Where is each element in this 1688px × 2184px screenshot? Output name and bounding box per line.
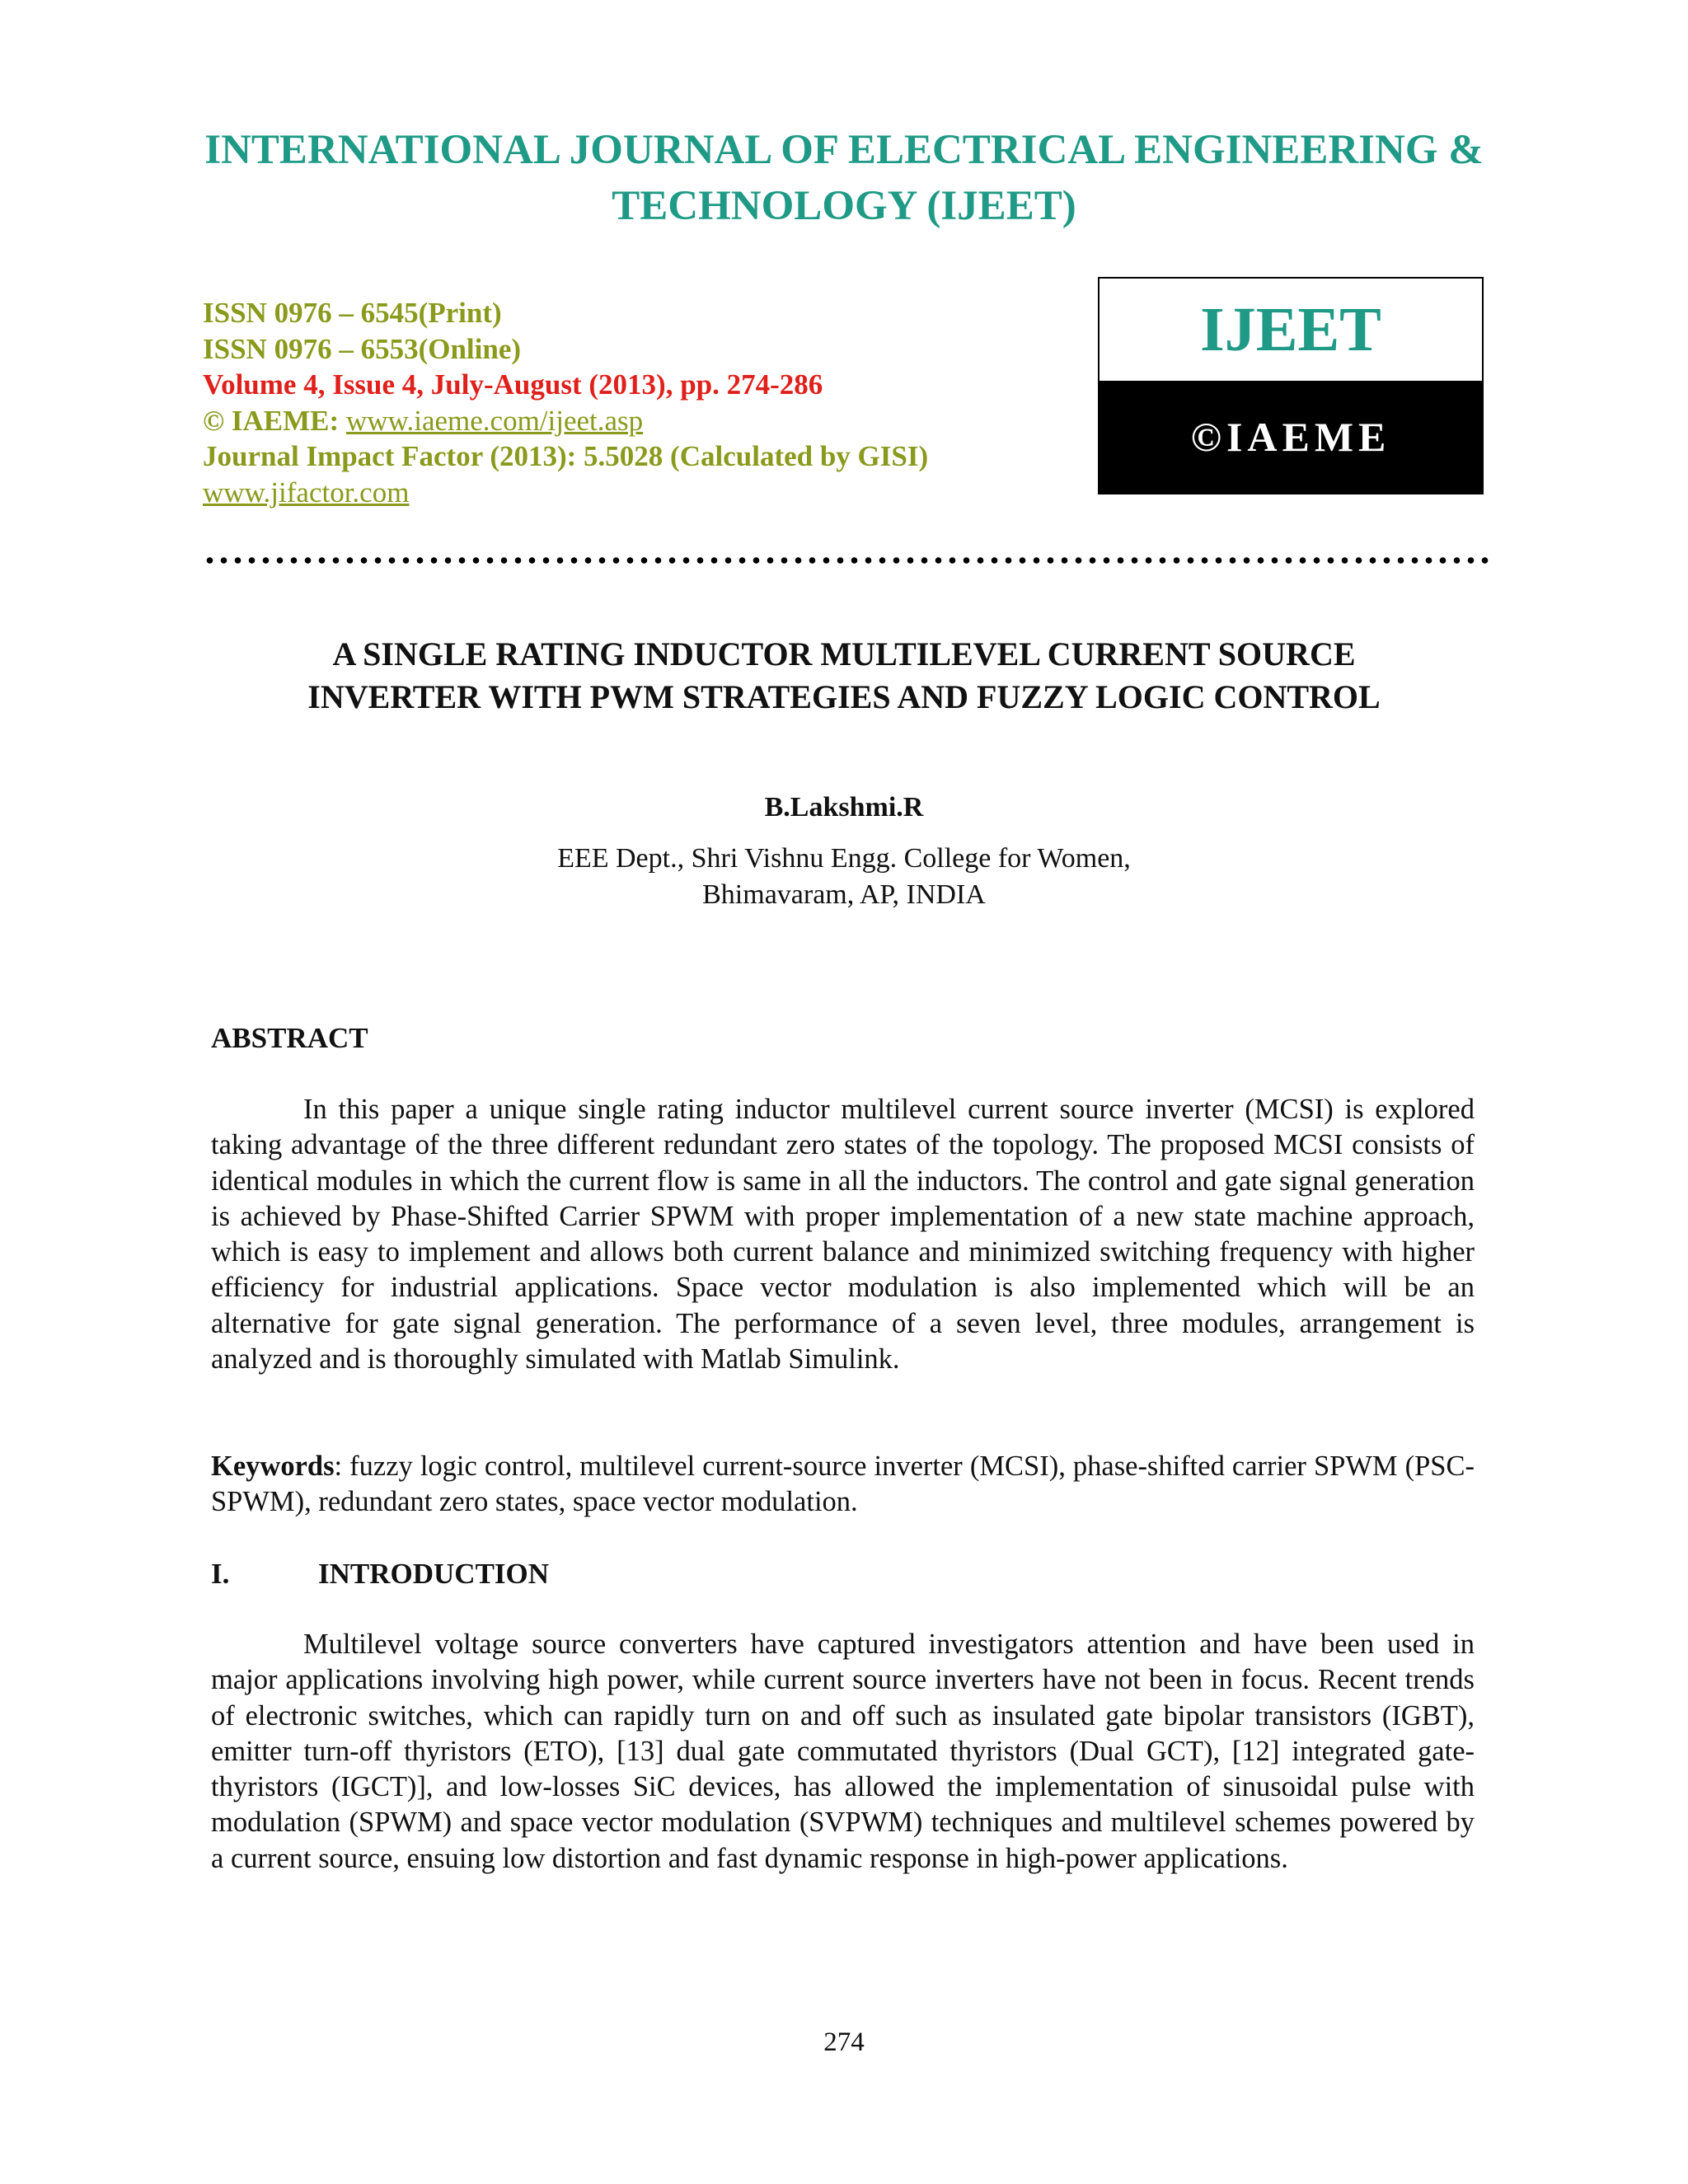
logo-iaeme-text: ©IAEME (1100, 381, 1482, 493)
abstract-heading: ABSTRACT (211, 1022, 368, 1054)
ijeet-logo (1098, 277, 1484, 494)
keywords (211, 1449, 1475, 1521)
issn-print: ISSN 0976 – 6545(Print) (203, 297, 502, 329)
impact-factor: Journal Impact Factor (2013): 5.5028 (Calculated by GISI) (203, 440, 929, 472)
affiliation-line-1: EEE Dept., Shri Vishnu Engg. College for Women, (557, 843, 1131, 874)
keywords-text: : fuzzy logic control, multilevel current-source inverter (MCSI), phase-shifted carrier SPWM (PSC-SPWM), redundant zero states, space vector modulation. (211, 1451, 1475, 1518)
author-name: B.Lakshmi.R (764, 792, 924, 823)
copyright-line (203, 403, 928, 439)
iaeme-link[interactable]: www.iaeme.com/ijeet.asp (345, 404, 644, 437)
abstract-body: In this paper a unique single rating inductor multilevel current source inverter (MCSI) is explored taking advantage of the three different redundant zero states of the topology. The proposed MCSI consists of identical modules in which the current flow is same in all the inductors. The control and gate signal generation is achieved by Phase-Shifted Carrier SPWM with proper implementation of a new state machine approach, which is easy to implement and allows both current balance and minimized switching frequency with higher efficiency for industrial applications. Space vector modulation is also implemented which will be an alternative for gate signal generation. The performance of a seven level, three modules, arrangement is analyzed and is thoroughly simulated with Matlab Simulink. (211, 1094, 1475, 1376)
keywords-label: Keywords (211, 1451, 335, 1482)
section-title: INTRODUCTION (318, 1558, 550, 1590)
introduction-body: Multilevel voltage source converters have captured investigators attention and have been used in major applications involving high power, while current source inverters have not been in focus. Recent trends of electronic switches, which can rapidly turn on and off such as insulated gate bipolar transistors (IGBT), emitter turn-off thyristors (ETO), [13] dual gate commutated thyristors (Dual GCT), [12] integrated gate-thyristors (IGCT)], and low-losses SiC devices, has allowed the implementation of sinusoidal pulse with modulation (SPWM) and space vector modulation (SVPWM) techniques and multilevel schemes powered by a current source, ensuing low distortion and fast dynamic response in high-power applications. (211, 1629, 1475, 1874)
author-affiliation (0, 841, 1688, 913)
journal-title (132, 122, 1556, 234)
journal-title-line-1: INTERNATIONAL JOURNAL OF ELECTRICAL ENGINEERING & (204, 127, 1484, 173)
introduction-heading (211, 1556, 870, 1592)
paper-title-line-2: INVERTER WITH PWM STRATEGIES AND FUZZY LOGIC CONTROL (307, 678, 1381, 715)
affiliation-line-2: Bhimavaram, AP, INDIA (702, 879, 986, 910)
volume-info: Volume 4, Issue 4, July-August (2013), pp. 274-286 (203, 368, 823, 401)
copyright-label: © IAEME: (203, 404, 346, 437)
journal-meta (203, 295, 928, 510)
paper-title (148, 633, 1540, 719)
logo-ijeet-text: IJEET (1200, 295, 1381, 364)
jifactor-link[interactable]: www.jifactor.com (203, 476, 410, 509)
section-number: I. (211, 1558, 230, 1590)
issn-online: ISSN 0976 – 6553(Online) (203, 332, 522, 365)
dotted-separator (203, 557, 1489, 564)
jifactor-line (203, 475, 928, 511)
journal-title-line-2: TECHNOLOGY (IJEET) (612, 183, 1076, 229)
paper-title-line-1: A SINGLE RATING INDUCTOR MULTILEVEL CURRENT SOURCE (332, 635, 1356, 673)
page-number: 274 (823, 2027, 865, 2057)
